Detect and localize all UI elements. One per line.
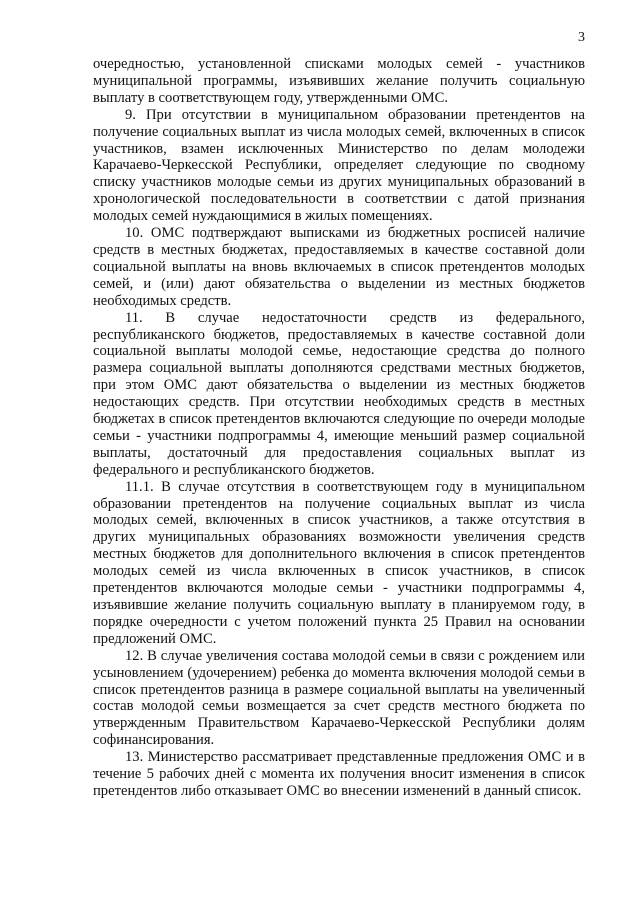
document-body xyxy=(93,56,585,800)
paragraph-11: 11. В случае недостаточности средств из федерального, республиканского бюджетов, предоставляемых в качестве составной доли социальной выплаты молодой семье, недостающие средства до полного размера социальной выплаты дополняются средствами местных бюджетов, при этом ОМС дают обязательства о выделении из местных бюджетов недостающих средств. При отсутствии необходимых средств в местных бюджетах в список претендентов включаются следующие по очереди молодые семьи - участники подпрограммы 4, имеющие меньший размер социальной выплаты, достаточный для предоставления социальных выплат из федерального и республиканского бюджетов. xyxy=(93,309,585,478)
paragraph-continuation: очередностью, установленной списками молодых семей - участников муниципальной программы, изъявивших желание получить социальную выплату в соответствующем году, утвержденными ОМС. xyxy=(93,56,585,106)
paragraph-11-1: 11.1. В случае отсутствия в соответствующем году в муниципальном образовании претендентов на получение социальных выплат из числа молодых семей, включенных в список участников, а также отсутствия в других муниципальных образованиях возможности увеличения средств местных бюджетов для дополнительного включения в список претендентов молодых семей из числа включенных в список участников, в список претендентов включаются молодые семьи - участники подпрограммы 4, изъявившие желание получить социальную выплату в планируемом году, в порядке очередности с учетом положений пункта 25 Правил на основании предложений ОМС. xyxy=(93,478,585,647)
paragraph-13: 13. Министерство рассматривает представленные предложения ОМС и в течение 5 рабочих дней с момента их получения вносит изменения в список претендентов либо отказывает ОМС во внесении изменений в данный список. xyxy=(93,749,585,799)
paragraph-10: 10. ОМС подтверждают выписками из бюджетных росписей наличие средств в местных бюджетах, предоставляемых в качестве составной доли социальной выплаты на вновь включаемых в список претендентов молодых семей, и (или) дают обязательства о выделении из местных бюджетов необходимых средств. xyxy=(93,225,585,309)
paragraph-9: 9. При отсутствии в муниципальном образовании претендентов на получение социальных выплат из числа молодых семей, включенных в список участников, взамен исключенных Министерство по делам молодежи Карачаево-Черкесской Республики, определяет следующие по сводному списку участников молодые семьи из других муниципальных образований в хронологической последовательности в соответствии с датой признания молодых семей нуждающимися в жилых помещениях. xyxy=(93,106,585,225)
page-number: 3 xyxy=(578,30,585,45)
paragraph-12: 12. В случае увеличения состава молодой семьи в связи с рождением или усыновлением (удочерением) ребенка до момента включения молодой семьи в список претендентов разница в размере социальной выплаты на увеличенный состав молодой семьи возмещается за счет средств местного бюджета по утвержденным Правительством Карачаево-Черкесской Республики долям софинансирования. xyxy=(93,647,585,749)
